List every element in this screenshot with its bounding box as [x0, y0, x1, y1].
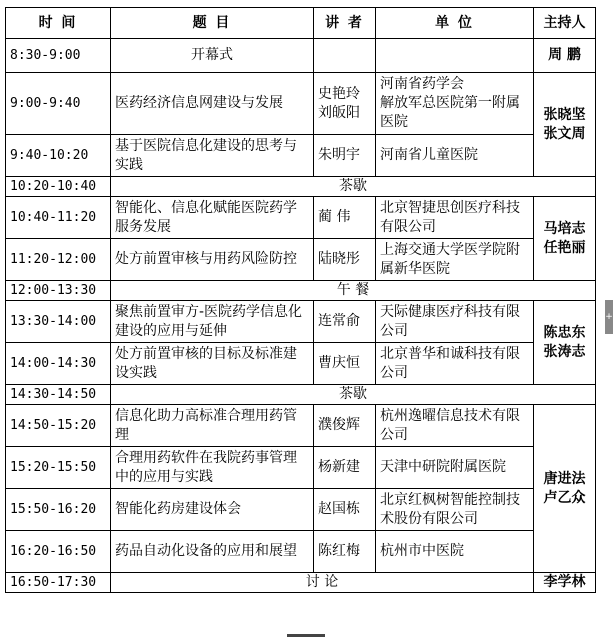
- table-row: 10:40-11:20 智能化、信息化赋能医院药学服务发展 蔺 伟 北京智捷思创医疗科技有限公司 马培志 任艳丽: [6, 197, 596, 239]
- table-row: 14:50-15:20 信息化助力高标准合理用药管理 濮俊辉 杭州逸曜信息技术有限公司 唐进法 卢乙众: [6, 405, 596, 447]
- table-row: 14:00-14:30 处方前置审核的目标及标准建设实践 曹庆恒 北京普华和诚科技有限公司: [6, 343, 596, 385]
- opening-host: 周 鹏: [534, 39, 596, 73]
- org: 北京智捷思创医疗科技有限公司: [376, 197, 534, 239]
- org: 杭州逸曜信息技术有限公司: [376, 405, 534, 447]
- org: 天津中研院附属医院: [376, 447, 534, 489]
- talk-topic: 智能化药房建设体会: [111, 489, 314, 531]
- table-row: 9:00-9:40 医药经济信息网建设与发展 史艳玲 刘皈阳 河南省药学会 解放军总医院第一附属医院 张晓坚 张文周: [6, 73, 596, 135]
- lunch-label: 午 餐: [111, 281, 596, 301]
- table-row: 13:30-14:00 聚焦前置审方-医院药学信息化建设的应用与延伸 连常俞 天际健康医疗科技有限公司 陈忠东 张涛志: [6, 301, 596, 343]
- talk-topic: 处方前置审核的目标及标准建设实践: [111, 343, 314, 385]
- header-org: 单 位: [376, 8, 534, 39]
- session-host: 陈忠东 张涛志: [534, 301, 596, 385]
- header-speaker: 讲 者: [314, 8, 376, 39]
- org: 河南省儿童医院: [376, 135, 534, 177]
- talk-topic: 信息化助力高标准合理用药管理: [111, 405, 314, 447]
- speaker: 朱明宇: [314, 135, 376, 177]
- table-row: 11:20-12:00 处方前置审核与用药风险防控 陆晓彤 上海交通大学医学院附属新华医院: [6, 239, 596, 281]
- org: 河南省药学会 解放军总医院第一附属医院: [376, 73, 534, 135]
- opening-topic: 开幕式: [111, 39, 314, 73]
- talk-topic: 基于医院信息化建设的思考与实践: [111, 135, 314, 177]
- table-row: 15:20-15:50 合理用药软件在我院药事管理中的应用与实践 杨新建 天津中研院附属医院: [6, 447, 596, 489]
- break-label: 茶歇: [111, 177, 596, 197]
- talk-topic: 处方前置审核与用药风险防控: [111, 239, 314, 281]
- discussion-label: 讨 论: [111, 573, 534, 593]
- speaker: 曹庆恒: [314, 343, 376, 385]
- org: 上海交通大学医学院附属新华医院: [376, 239, 534, 281]
- speaker: 濮俊辉: [314, 405, 376, 447]
- opening-row: [6, 39, 596, 73]
- speaker: 杨新建: [314, 447, 376, 489]
- schedule-table: [5, 7, 596, 593]
- speaker: 赵国栋: [314, 489, 376, 531]
- org: 北京普华和诚科技有限公司: [376, 343, 534, 385]
- table-row: 9:40-10:20 基于医院信息化建设的思考与实践 朱明宇 河南省儿童医院: [6, 135, 596, 177]
- opening-time: 8:30-9:00: [6, 39, 111, 73]
- org: 杭州市中医院: [376, 531, 534, 573]
- speaker: 史艳玲 刘皈阳: [314, 73, 376, 135]
- speaker: 蔺 伟: [314, 197, 376, 239]
- session-host: 张晓坚 张文周: [534, 73, 596, 177]
- speaker: 陈红梅: [314, 531, 376, 573]
- table-row: 16:20-16:50 药品自动化设备的应用和展望 陈红梅 杭州市中医院: [6, 531, 596, 573]
- org: 北京红枫树智能控制技术股份有限公司: [376, 489, 534, 531]
- session-host: 唐进法 卢乙众: [534, 405, 596, 573]
- table-row: 15:50-16:20 智能化药房建设体会 赵国栋 北京红枫树智能控制技术股份有限公司: [6, 489, 596, 531]
- talk-topic: 合理用药软件在我院药事管理中的应用与实践: [111, 447, 314, 489]
- side-expand-tab[interactable]: +: [605, 300, 613, 334]
- speaker: 连常俞: [314, 301, 376, 343]
- break-row: 10:20-10:40 茶歇: [6, 177, 596, 197]
- header-row: [6, 8, 596, 39]
- header-topic: 题 目: [111, 8, 314, 39]
- break-row: 14:30-14:50 茶歇: [6, 385, 596, 405]
- discussion-host: 李学林: [534, 573, 596, 593]
- talk-topic: 药品自动化设备的应用和展望: [111, 531, 314, 573]
- discussion-row: 16:50-17:30 讨 论 李学林: [6, 573, 596, 593]
- header-time: 时 间: [6, 8, 111, 39]
- header-host: 主持人: [534, 8, 596, 39]
- lunch-row: 12:00-13:30 午 餐: [6, 281, 596, 301]
- speaker: 陆晓彤: [314, 239, 376, 281]
- talk-topic: 智能化、信息化赋能医院药学服务发展: [111, 197, 314, 239]
- session-host: 马培志 任艳丽: [534, 197, 596, 281]
- break-label: 茶歇: [111, 385, 596, 405]
- org: 天际健康医疗科技有限公司: [376, 301, 534, 343]
- talk-topic: 聚焦前置审方-医院药学信息化建设的应用与延伸: [111, 301, 314, 343]
- talk-topic: 医药经济信息网建设与发展: [111, 73, 314, 135]
